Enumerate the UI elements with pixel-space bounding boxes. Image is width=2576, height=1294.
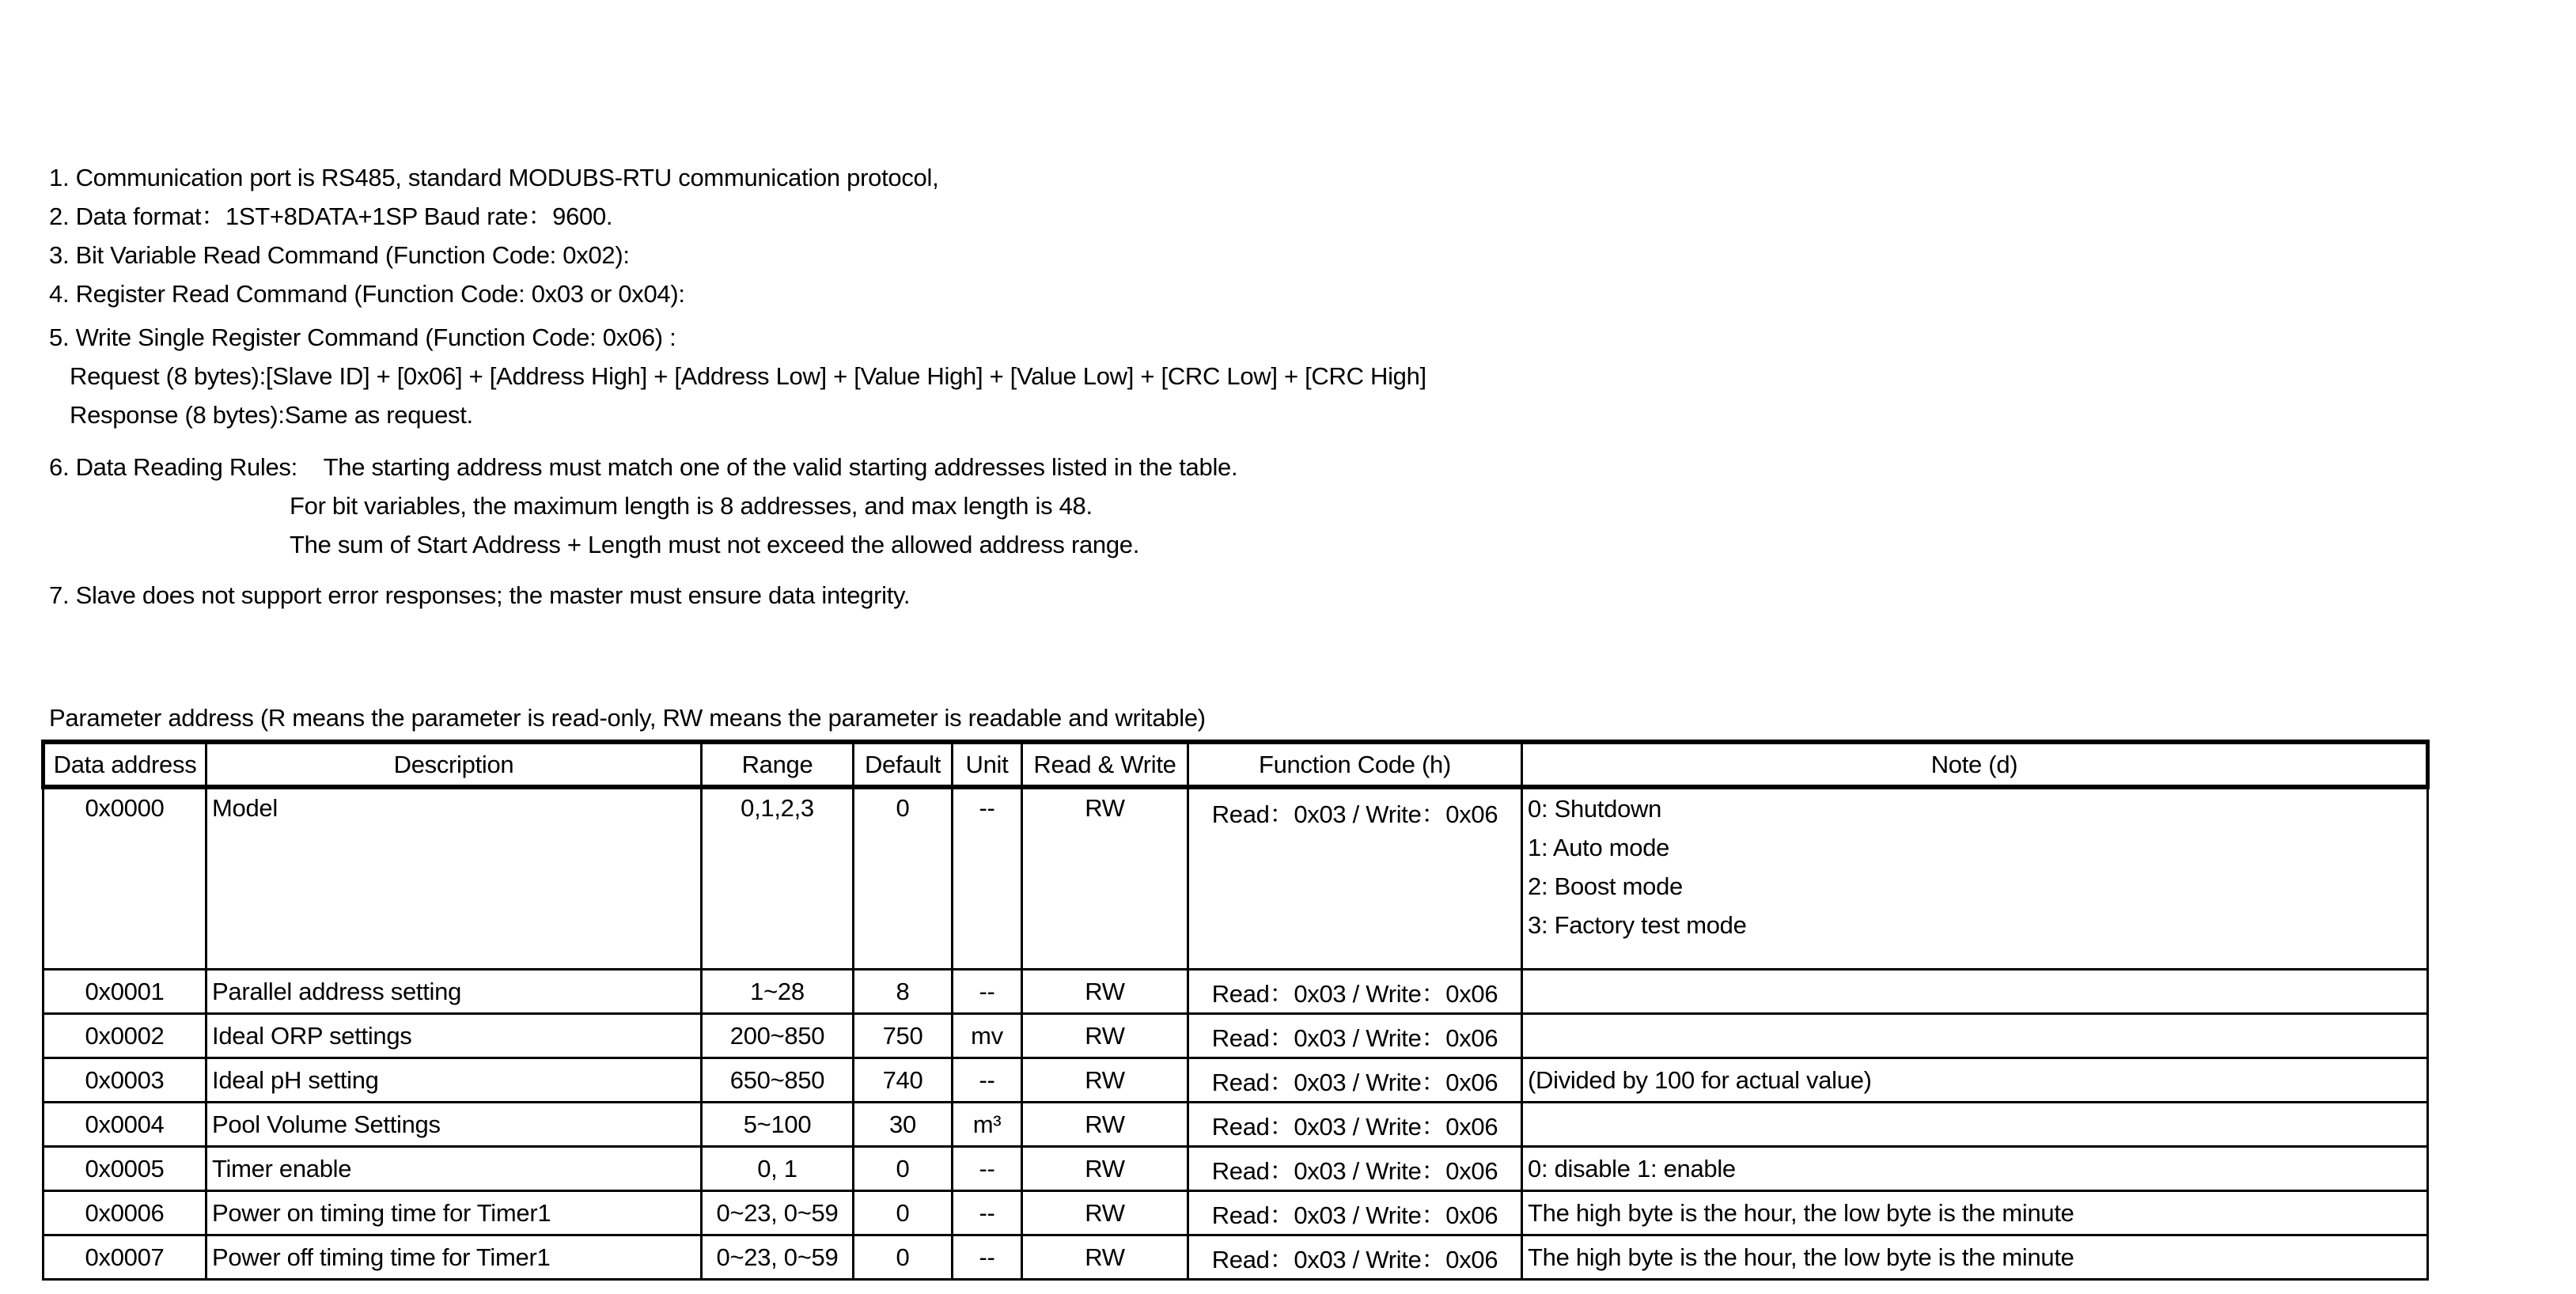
cell-range: 0~23, 0~59: [702, 1191, 854, 1235]
cell-function-code: Read：0x03 / Write：0x06: [1188, 970, 1522, 1014]
cell-range: 650~850: [702, 1058, 854, 1103]
cell-function-code: Read：0x03 / Write：0x06: [1188, 1147, 1522, 1191]
header-range: Range: [702, 742, 854, 787]
note-line: 3: Factory test mode: [1528, 911, 1747, 939]
cell-note: [1522, 787, 2428, 970]
cell-note: (Divided by 100 for actual value): [1522, 1058, 2428, 1103]
cell-unit: --: [953, 1147, 1022, 1191]
cell-address: 0x0006: [44, 1191, 206, 1235]
cell-address: 0x0001: [44, 970, 206, 1014]
cell-description: Power off timing time for Timer1: [206, 1235, 702, 1280]
cell-unit: --: [953, 1191, 1022, 1235]
table-row: [44, 787, 2428, 970]
cell-unit: mv: [953, 1014, 1022, 1058]
intro-line-5-response: Response (8 bytes):Same as request.: [70, 401, 473, 429]
header-default: Default: [854, 742, 953, 787]
cell-read-write: RW: [1022, 787, 1188, 970]
cell-default: 750: [854, 1014, 953, 1058]
cell-note: 0: disable 1: enable: [1522, 1147, 2428, 1191]
note-line: 2: Boost mode: [1528, 872, 1683, 900]
cell-range: 0~23, 0~59: [702, 1235, 854, 1280]
cell-address: 0x0005: [44, 1147, 206, 1191]
cell-function-code: Read：0x03 / Write：0x06: [1188, 1014, 1522, 1058]
table-row: [44, 1058, 2428, 1103]
note-line: 0: Shutdown: [1528, 795, 1662, 823]
cell-read-write: RW: [1022, 1014, 1188, 1058]
intro-line-6-bit-rule: For bit variables, the maximum length is 8 addresses, and max length is 48.: [290, 492, 1093, 520]
cell-read-write: RW: [1022, 1191, 1188, 1235]
cell-description: Ideal pH setting: [206, 1058, 702, 1103]
table-row: [44, 970, 2428, 1014]
intro-line-6: 6. Data Reading Rules: The starting address must match one of the valid starting addresses listed in the table.: [49, 453, 1238, 481]
cell-note: [1522, 1103, 2428, 1147]
cell-unit: --: [953, 1058, 1022, 1103]
cell-function-code: Read：0x03 / Write：0x06: [1188, 1235, 1522, 1280]
cell-read-write: RW: [1022, 1103, 1188, 1147]
cell-function-code: Read：0x03 / Write：0x06: [1188, 1058, 1522, 1103]
intro-line-3: 3. Bit Variable Read Command (Function Code: 0x02):: [49, 241, 630, 269]
cell-default: 8: [854, 970, 953, 1014]
cell-unit: --: [953, 970, 1022, 1014]
cell-address: 0x0000: [44, 787, 206, 970]
cell-note: [1522, 970, 2428, 1014]
cell-address: 0x0007: [44, 1235, 206, 1280]
intro-line-4: 4. Register Read Command (Function Code: 0x03 or 0x04):: [49, 280, 685, 308]
cell-unit: --: [953, 787, 1022, 970]
cell-range: 200~850: [702, 1014, 854, 1058]
header-note: Note (d): [1522, 742, 2428, 787]
header-unit: Unit: [953, 742, 1022, 787]
cell-function-code: Read：0x03 / Write：0x06: [1188, 1103, 1522, 1147]
cell-function-code: Read：0x03 / Write：0x06: [1188, 787, 1522, 970]
cell-unit: m³: [953, 1103, 1022, 1147]
cell-range: 0,1,2,3: [702, 787, 854, 970]
cell-range: 1~28: [702, 970, 854, 1014]
cell-read-write: RW: [1022, 1058, 1188, 1103]
intro-line-1: 1. Communication port is RS485, standard MODUBS-RTU communication protocol,: [49, 164, 939, 191]
intro-line-2: 2. Data format：1ST+8DATA+1SP Baud rate：9600.: [49, 202, 613, 230]
cell-read-write: RW: [1022, 1147, 1188, 1191]
cell-address: 0x0003: [44, 1058, 206, 1103]
cell-note: The high byte is the hour, the low byte is the minute: [1522, 1191, 2428, 1235]
table-caption: Parameter address (R means the parameter is read-only, RW means the parameter is readable and writable): [49, 704, 1206, 732]
intro-line-6-sum-rule: The sum of Start Address + Length must not exceed the allowed address range.: [290, 531, 1140, 558]
cell-read-write: RW: [1022, 1235, 1188, 1280]
note-line: 1: Auto mode: [1528, 834, 1670, 861]
cell-default: 30: [854, 1103, 953, 1147]
cell-unit: --: [953, 1235, 1022, 1280]
cell-default: 0: [854, 1235, 953, 1280]
table-row: [44, 1191, 2428, 1235]
table-header-row: [44, 742, 2428, 787]
parameter-table: [41, 740, 2430, 1281]
cell-description: Pool Volume Settings: [206, 1103, 702, 1147]
header-function-code: Function Code (h): [1188, 742, 1522, 787]
cell-note: The high byte is the hour, the low byte is the minute: [1522, 1235, 2428, 1280]
cell-default: 740: [854, 1058, 953, 1103]
intro-line-5-request: Request (8 bytes):[Slave ID] + [0x06] + [Address High] + [Address Low] + [Value High] + [Value Low] + [CRC Low] + [CRC High]: [70, 362, 1426, 390]
header-description: Description: [206, 742, 702, 787]
header-data-address: Data address: [44, 742, 206, 787]
header-read-write: Read & Write: [1022, 742, 1188, 787]
cell-address: 0x0004: [44, 1103, 206, 1147]
cell-description: Model: [206, 787, 702, 970]
table-row: [44, 1147, 2428, 1191]
cell-read-write: RW: [1022, 970, 1188, 1014]
cell-function-code: Read：0x03 / Write：0x06: [1188, 1191, 1522, 1235]
cell-description: Parallel address setting: [206, 970, 702, 1014]
cell-description: Power on timing time for Timer1: [206, 1191, 702, 1235]
cell-default: 0: [854, 787, 953, 970]
table-row: [44, 1014, 2428, 1058]
cell-description: Ideal ORP settings: [206, 1014, 702, 1058]
cell-default: 0: [854, 1147, 953, 1191]
cell-note: [1522, 1014, 2428, 1058]
cell-default: 0: [854, 1191, 953, 1235]
cell-description: Timer enable: [206, 1147, 702, 1191]
table-row: [44, 1103, 2428, 1147]
intro-line-5: 5. Write Single Register Command (Function Code: 0x06) :: [49, 324, 676, 351]
intro-line-7: 7. Slave does not support error responses; the master must ensure data integrity.: [49, 581, 911, 609]
table-row: [44, 1235, 2428, 1280]
cell-range: 0, 1: [702, 1147, 854, 1191]
cell-range: 5~100: [702, 1103, 854, 1147]
cell-address: 0x0002: [44, 1014, 206, 1058]
